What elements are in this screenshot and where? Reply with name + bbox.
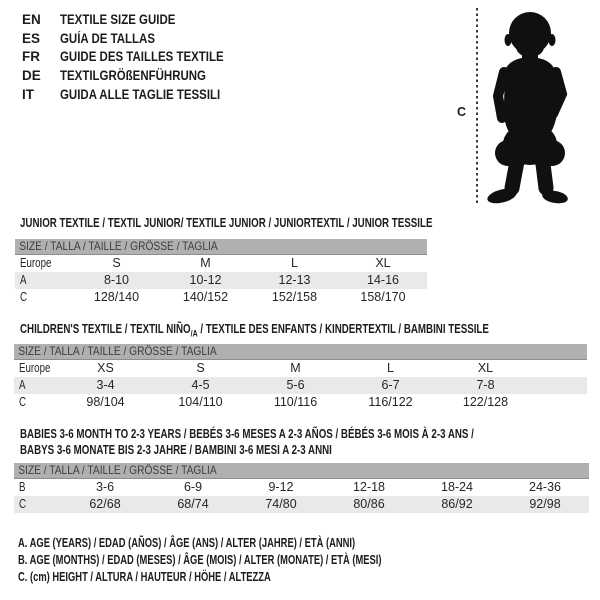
children-textile-title: CHILDREN'S TEXTILE / TEXTIL $NIÑO_{/A}$ / TEXTILE DES ENFANTS / KINDERTEXTIL / BAMBINI TESSILE xyxy=(20,322,489,339)
cell-value: 4-5 xyxy=(191,378,210,392)
language-code: ES xyxy=(22,30,41,46)
cell-value: 6-9 xyxy=(183,480,203,494)
legend-line-c: C. (cm) HEIGHT / ALTURA / HAUTEUR / HÖHE / ALTEZZA xyxy=(18,570,271,585)
cell-value: S xyxy=(112,256,121,270)
cell-value: 7-8 xyxy=(476,378,495,392)
language-code: DE xyxy=(22,68,41,84)
cell-value: 10-12 xyxy=(189,273,222,287)
cell-value: 74/80 xyxy=(265,497,297,511)
title-subscript: /A xyxy=(190,328,198,339)
cell-value: L xyxy=(291,256,298,270)
cell-value: 62/68 xyxy=(89,497,121,511)
cell-value: 140/152 xyxy=(182,290,229,304)
height-measure-line xyxy=(476,8,478,206)
cell-value: 3-6 xyxy=(95,480,115,494)
table-row xyxy=(14,394,587,411)
cell-value: 12-13 xyxy=(278,273,311,287)
language-code: IT xyxy=(22,86,34,102)
cell-value: 110/116 xyxy=(273,395,318,409)
table-row xyxy=(14,377,587,394)
language-code: EN xyxy=(22,12,41,27)
language-title-block xyxy=(22,11,253,105)
language-label: TEXTILGRÖßENFÜHRUNG xyxy=(60,68,206,84)
cell-value: 8-10 xyxy=(103,273,130,287)
row-label: C xyxy=(19,497,27,511)
cell-value: 12-18 xyxy=(353,480,385,494)
babies-textile-table xyxy=(14,463,589,513)
size-header-label: SIZE / TALLA / TAILLE / GRÖSSE / TAGLIA xyxy=(19,239,218,253)
language-row xyxy=(22,48,253,67)
row-label: C xyxy=(20,290,28,304)
cell-value: 158/170 xyxy=(360,290,406,304)
size-header-row xyxy=(14,344,587,360)
table-row xyxy=(14,479,589,497)
size-header-row xyxy=(14,463,589,479)
junior-textile-title: JUNIOR TEXTILE / TEXTIL JUNIOR/ TEXTILE JUNIOR / JUNIORTEXTIL / JUNIOR TESSILE xyxy=(20,216,433,230)
children-textile-table xyxy=(14,344,587,411)
cell-value: S xyxy=(196,361,205,375)
cell-value: 18-24 xyxy=(441,480,473,494)
table-row xyxy=(14,496,589,513)
cell-value: XL xyxy=(375,256,391,270)
cell-value: 14-16 xyxy=(367,273,399,287)
table-row xyxy=(15,255,427,273)
cell-value: 9-12 xyxy=(268,480,294,494)
row-label: A xyxy=(19,378,26,392)
language-row xyxy=(22,67,253,86)
cell-value: 92/98 xyxy=(529,497,561,511)
toddler-silhouette-icon xyxy=(485,6,577,208)
size-header-label: SIZE / TALLA / TAILLE / GRÖSSE / TAGLIA xyxy=(18,344,217,358)
junior-textile-table xyxy=(15,239,427,306)
cell-value: 104/110 xyxy=(178,395,223,409)
cell-value: 5-6 xyxy=(286,378,305,392)
cell-value: 86/92 xyxy=(441,497,473,511)
spacer-cell xyxy=(533,377,587,394)
language-label: GUÍA DE TALLAS xyxy=(60,30,155,46)
size-header-row xyxy=(15,239,427,255)
cell-value: 3-4 xyxy=(96,378,115,392)
row-label: C xyxy=(19,395,27,409)
row-label: Europe xyxy=(19,361,51,375)
row-label: B xyxy=(19,480,26,494)
spacer-cell xyxy=(533,360,587,378)
cell-value: 6-7 xyxy=(381,378,400,392)
cell-value: 80/86 xyxy=(353,497,385,511)
cell-value: 68/74 xyxy=(177,497,209,511)
table-row xyxy=(15,272,427,289)
legend-block xyxy=(18,535,503,587)
babies-textile-title: BABIES 3-6 MONTH TO 2-3 YEARS / BEBÉS 3-6 MESES A 2-3 AÑOS / BÉBÉS 3-6 MOIS À 2-3 ANS / BABYS 3-6 MONATE BIS 2-3 JAHRE / BAMBINI 3-6 MESI A 2-3 ANNI xyxy=(20,427,474,457)
cell-value: L xyxy=(387,361,394,375)
size-header-label: SIZE / TALLA / TAILLE / GRÖSSE / TAGLIA xyxy=(18,463,217,477)
table-row xyxy=(14,360,587,378)
legend-line-a: A. AGE (YEARS) / EDAD (AÑOS) / ÂGE (ANS) / ALTER (JAHRE) / ETÀ (ANNI) xyxy=(18,536,356,550)
legend-line-b: B. AGE (MONTHS) / EDAD (MESES) / ÂGE (MOIS) / ALTER (MONATE) / ETÀ (MESI) xyxy=(18,553,382,568)
cell-value: XS xyxy=(97,361,114,375)
cell-value: M xyxy=(200,256,211,270)
row-label: A xyxy=(20,273,27,287)
cell-value: 152/158 xyxy=(271,290,318,304)
table-row xyxy=(15,289,427,306)
height-measure-label: C xyxy=(457,105,467,119)
row-label: Europe xyxy=(20,256,52,270)
language-label: GUIDA ALLE TAGLIE TESSILI xyxy=(60,86,221,102)
language-row xyxy=(22,11,253,30)
spacer-cell xyxy=(533,394,587,411)
cell-value: M xyxy=(290,361,301,375)
cell-value: 122/128 xyxy=(462,395,509,409)
cell-value: 116/122 xyxy=(368,395,413,409)
cell-value: 128/140 xyxy=(93,290,140,304)
cell-value: XL xyxy=(477,361,494,375)
language-code: FR xyxy=(22,49,40,65)
language-label: GUIDE DES TAILLES TEXTILE xyxy=(60,49,224,65)
cell-value: 98/104 xyxy=(86,395,125,409)
cell-value: 24-36 xyxy=(529,480,561,494)
language-row xyxy=(22,30,253,49)
language-label: TEXTILE SIZE GUIDE xyxy=(60,12,176,27)
language-row xyxy=(22,86,253,105)
